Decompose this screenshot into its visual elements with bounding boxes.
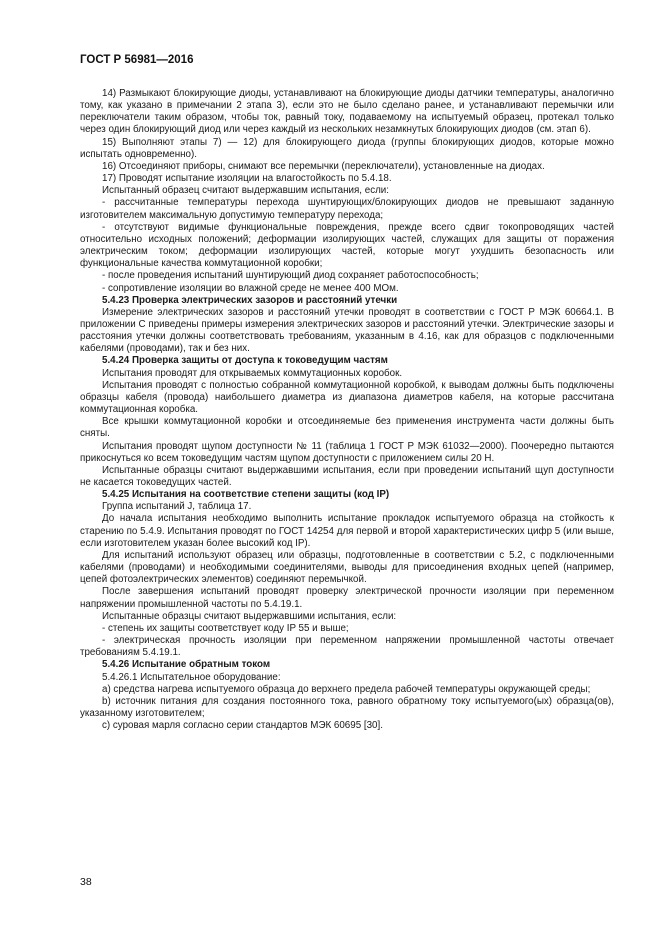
paragraph: 17) Проводят испытание изоляции на влагостойкость по 5.4.18. bbox=[102, 173, 392, 185]
paragraph: Испытанные образцы считают выдержавшими испытания, если: bbox=[102, 610, 397, 622]
paragraph: - отсутствуют видимые функциональные повреждения, прежде всего сдвиг токопроводящих частей относительно исходных положений; деформации изолирующих частей, служащих для защиты от поражения электрическим током; деформации изолирующих частей, которые могут ухудшить безопасность или функциональные качества коммутационной коробки; bbox=[80, 221, 614, 270]
paragraph: 15) Выполняют этапы 7) — 12) для блокирующего диода (группы блокирующих диодов, которые можно испытать одновременно). bbox=[80, 136, 614, 160]
section-heading: 5.4.23 Проверка электрических зазоров и расстояний утечки bbox=[102, 294, 398, 306]
paragraph: - степень их защиты соответствует коду IP 55 и выше; bbox=[102, 622, 349, 634]
section-heading: 5.4.24 Проверка защиты от доступа к токоведущим частям bbox=[102, 355, 388, 367]
paragraph: Измерение электрических зазоров и расстояний утечки проводят в соответствии с ГОСТ Р МЭК 60664.1. В приложении С приведены примеры измерения электрических зазоров и расстояний утечки. Электрические зазоры и расстояния утечки должны соответствовать требованиям, указанным в 4.16, как для образцов с подключенными кабелями (проводами), так и без них. bbox=[80, 306, 614, 355]
paragraph: Для испытаний используют образец или образцы, подготовленные в соответствии с 5.2, с подключенными кабелями (проводами) и необходимыми соединителями, выводы для присоединения входных цепей (например, цепей фотоэлектрических элементов) соединяют перемычкой. bbox=[80, 549, 614, 586]
paragraph: Все крышки коммутационной коробки и отсоединяемые без применения инструмента части должны быть сняты. bbox=[80, 416, 614, 440]
paragraph: - электрическая прочность изоляции при переменном напряжении промышленной частоты отвечает требованиям 5.4.19.1. bbox=[80, 635, 614, 659]
paragraph: Испытания проводят с полностью собранной коммутационной коробкой, к выводам должны быть подключены образцы кабеля (провода) наибольшего диаметра из диапазона диаметров кабеля, на которые рассчитана коммутационная коробка. bbox=[80, 379, 614, 416]
page-number: 38 bbox=[80, 876, 92, 888]
paragraph: До начала испытания необходимо выполнить испытание прокладок испытуемого образца на стойкость к старению по 5.4.9. Испытания проводят по ГОСТ 14254 для первой и второй характеристических цифр 5 (или выше, если изготовителем указан более высокий код IP). bbox=[80, 513, 614, 549]
paragraph: После завершения испытаний проводят проверку электрической прочности изоляции при переменном напряжении промышленной частоты по 5.4.19.1. bbox=[80, 586, 614, 610]
paragraph: 14) Размыкают блокирующие диоды, устанавливают на блокирующие диоды датчики температуры, аналогично тому, как указано в примечании 2 этапа 3), если это не было сделано ранее, и устанавливают перемычки или переключатели таким образом, чтобы ток, равный току, подаваемому на испытуемый образец, протекал только через один блокирующий диод или через каждый из нескольких незамкнутых блокирующих диодов (см. этап 6). bbox=[80, 88, 614, 136]
section-heading: 5.4.25 Испытания на соответствие степени защиты (код IP) bbox=[102, 489, 390, 501]
paragraph: Испытания проводят щупом доступности № 11 (таблица 1 ГОСТ Р МЭК 61032—2000). Поочередно пытаются прикоснуться ко всем токоведущим частям щупом доступности с приложением силы 20 Н. bbox=[80, 440, 614, 464]
paragraph: Испытанные образцы считают выдержавшими испытания, если при проведении испытаний щуп доступности не касается токоведущих частей. bbox=[80, 464, 614, 488]
paragraph: Группа испытаний J, таблица 17. bbox=[102, 501, 252, 513]
paragraph: - после проведения испытаний шунтирующий диод сохраняет работоспособность; bbox=[102, 270, 479, 282]
document-body bbox=[80, 88, 614, 732]
paragraph: Испытанный образец считают выдержавшим испытания, если: bbox=[102, 185, 389, 197]
paragraph: Испытания проводят для открываемых коммутационных коробок. bbox=[102, 367, 403, 379]
paragraph: с) суровая марля согласно серии стандартов МЭК 60695 [30]. bbox=[102, 720, 383, 732]
document-header: ГОСТ Р 56981—2016 bbox=[80, 54, 194, 66]
paragraph: 16) Отсоединяют приборы, снимают все перемычки (переключатели), установленные на диодах. bbox=[102, 160, 545, 172]
paragraph: а) средства нагрева испытуемого образца до верхнего предела рабочей температуры окружающей среды; bbox=[102, 683, 591, 695]
paragraph: b) источник питания для создания постоянного тока, равного обратному току испытуемого(ых) образца(ов), указанному изготовителем; bbox=[80, 695, 614, 719]
paragraph: - сопротивление изоляции во влажной среде не менее 400 МОм. bbox=[102, 282, 399, 294]
paragraph: - рассчитанные температуры перехода шунтирующих/блокирующих диодов не превышают заданную изготовителем максимальную допустимую температуру перехода; bbox=[80, 197, 614, 221]
paragraph: 5.4.26.1 Испытательное оборудование: bbox=[102, 671, 281, 683]
section-heading: 5.4.26 Испытание обратным током bbox=[102, 659, 271, 671]
